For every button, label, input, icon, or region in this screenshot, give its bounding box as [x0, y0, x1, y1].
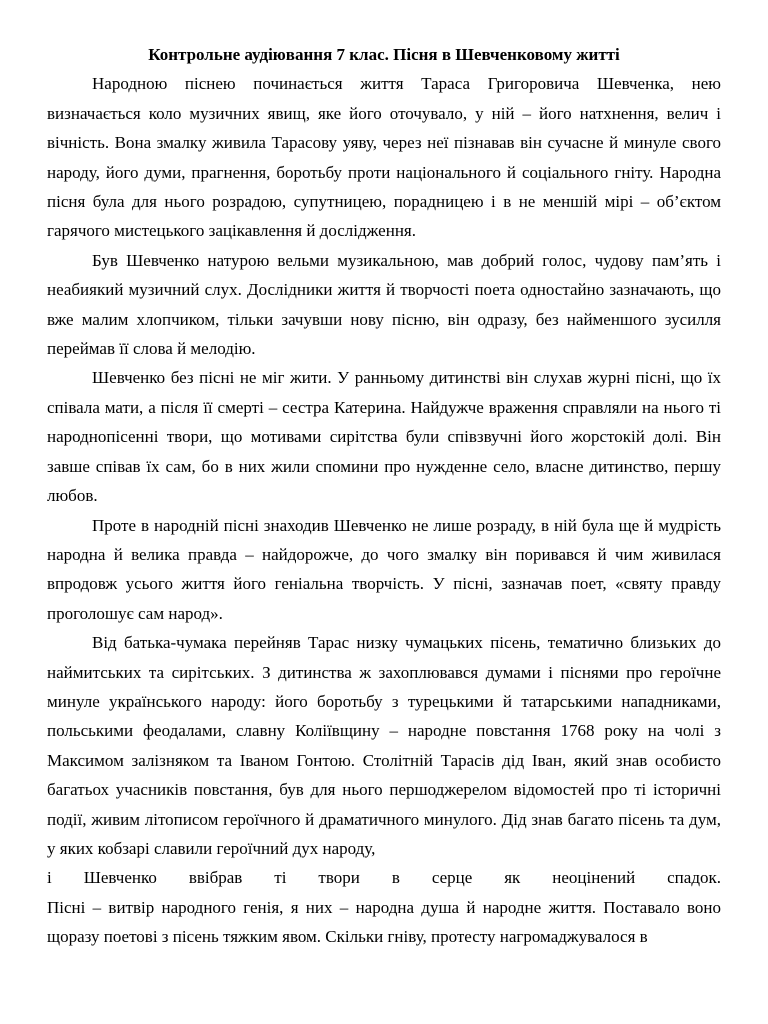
final-paragraph: Пісні – витвір народного генія, я них – народна душа й народне життя. Поставало воно щоразу поетові з пісень тяжким явом. Скільки гніву, протесту нагромаджувалося в [47, 897, 721, 947]
document-title: Контрольне аудіювання 7 клас. Пісня в Шевченковому житті [148, 45, 620, 64]
paragraph-2: Був Шевченко натурою вельми музикальною, мав добрий голос, чудову пам’ять і неабиякий музичний слух. Дослідники життя й творчості поета одностайно зазначають, що вже малим хлопчиком, тільки зачувши нову пісню, він одразу, без найменшого зусилля переймав її слова й мелодію. [47, 250, 721, 359]
continuation-line: і Шевченко ввібрав ті твори в серце як неоцінений спадок. [47, 868, 721, 888]
document-page [47, 40, 721, 952]
paragraph-1: Народною піснею починається життя Тараса Григоровича Шевченка, нею визначається коло музичних явищ, яке його оточувало, у ній – його натхнення, велич і вічність. Вона змалку живила Тарасову уяву, через неї пізнавав він сучасне й минуле свого народу, його думи, прагнення, боротьбу проти національного й соціального гніту. Народна пісня була для нього розрадою, супутницею, порадницею і в не меншій мірі – об’єктом гарячого мистецького зацікавлення й дослідження. [47, 74, 721, 241]
paragraph-4: Проте в народній пісні знаходив Шевченко не лише розраду, в ній була ще й мудрість народна й велика правда – найдорожче, до чого змалку він поривався й чим живилася впродовж усього життя його геніальна творчість. У пісні, зазначав поет, «святу правду проголошує сам народ». [47, 515, 721, 623]
paragraph-3: Шевченко без пісні не міг жити. У ранньому дитинстві він слухав журні пісні, що їх співала мати, а після її смерті – сестра Катерина. Найдужче враження справляли на нього ті народнопісенні твори, що мотивами сирітства були співзвучні його жорстокій долі. Він завше співав їх сам, бо в них жили спомини про нужденне село, власне дитинство, першу любов. [47, 368, 721, 506]
paragraph-5: Від батька-чумака перейняв Тарас низку чумацьких пісень, тематично близьких до наймитських та сирітських. З дитинства ж захоплювався думами і піснями про героїчне минуле українського народу: його боротьбу з турецькими й татарськими нападниками, польськими феодалами, славну Коліївщину – народне повстання 1768 року на чолі з Максимом залізняком та Іваном Гонтою. Столітній Тарасів дід Іван, який знав особисто багатьох учасників повстання, був для нього першоджерелом відомостей про ті історичні події, живим літописом героїчного й драматичного минулого. Дід знав багато пісень та дум, у яких кобзарі славили героїчний дух народу, [47, 633, 721, 858]
